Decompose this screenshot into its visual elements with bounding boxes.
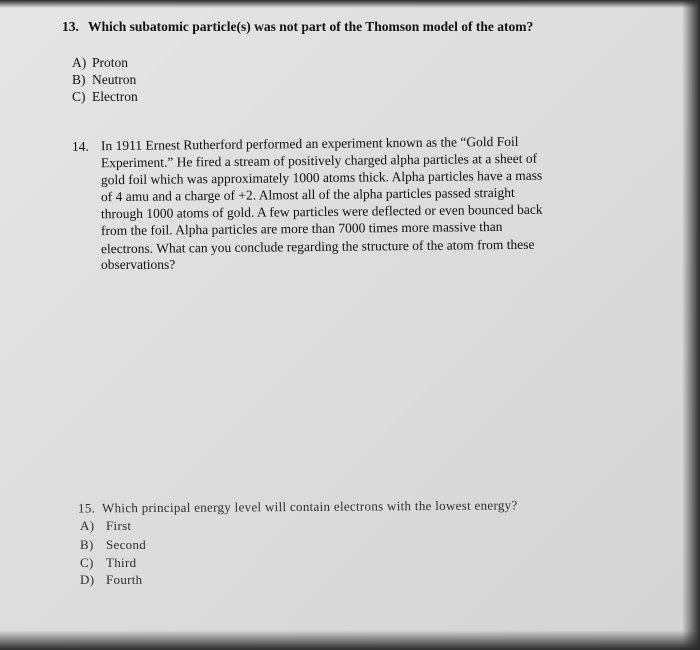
shadow-top xyxy=(0,0,700,8)
q15-option-a: A) First xyxy=(80,518,132,533)
q14-line-3: gold foil which was approximately 1000 atoms thick. Alpha particles have a mass xyxy=(100,167,543,188)
question-14-number: 14. xyxy=(72,139,89,154)
question-15 xyxy=(78,496,518,516)
q14-line-7: electrons. What can you conclude regarding the structure of the atom from these xyxy=(100,236,535,257)
q14-line-5: through 1000 atoms of gold. A few particles were deflected or even bounced back xyxy=(100,201,543,222)
question-13-number: 13. xyxy=(62,19,79,34)
q15-option-b: B) Second xyxy=(80,537,147,552)
question-13 xyxy=(62,18,533,35)
q15-option-c: C) Third xyxy=(80,555,137,570)
shadow-bottom xyxy=(0,630,700,650)
q14-line-2: Experiment.” He fired a stream of positively charged alpha particles at a sheet of xyxy=(100,150,538,171)
question-15-text: Which principal energy level will contain electrons with the lowest energy? xyxy=(101,497,518,516)
q13-option-c: C) Electron xyxy=(72,89,138,104)
q15-option-d: D) Fourth xyxy=(80,572,143,587)
q14-line-8: observations? xyxy=(101,257,176,272)
q14-line-6: from the foil. Alpha particles are more than 7000 times more massive than xyxy=(100,218,503,239)
q13-option-b: B) Neutron xyxy=(72,72,137,87)
question-15-number: 15. xyxy=(77,500,96,516)
question-13-text: Which subatomic particle(s) was not part of the Thomson model of the atom? xyxy=(88,19,534,34)
q14-line-4: of 4 amu and a charge of +2. Almost all of the alpha particles passed straight xyxy=(100,184,515,205)
shadow-right xyxy=(682,0,700,650)
q13-option-a: A) Proton xyxy=(72,55,129,70)
q14-line-1: In 1911 Ernest Rutherford performed an experiment known as the “Gold Foil xyxy=(100,133,519,154)
